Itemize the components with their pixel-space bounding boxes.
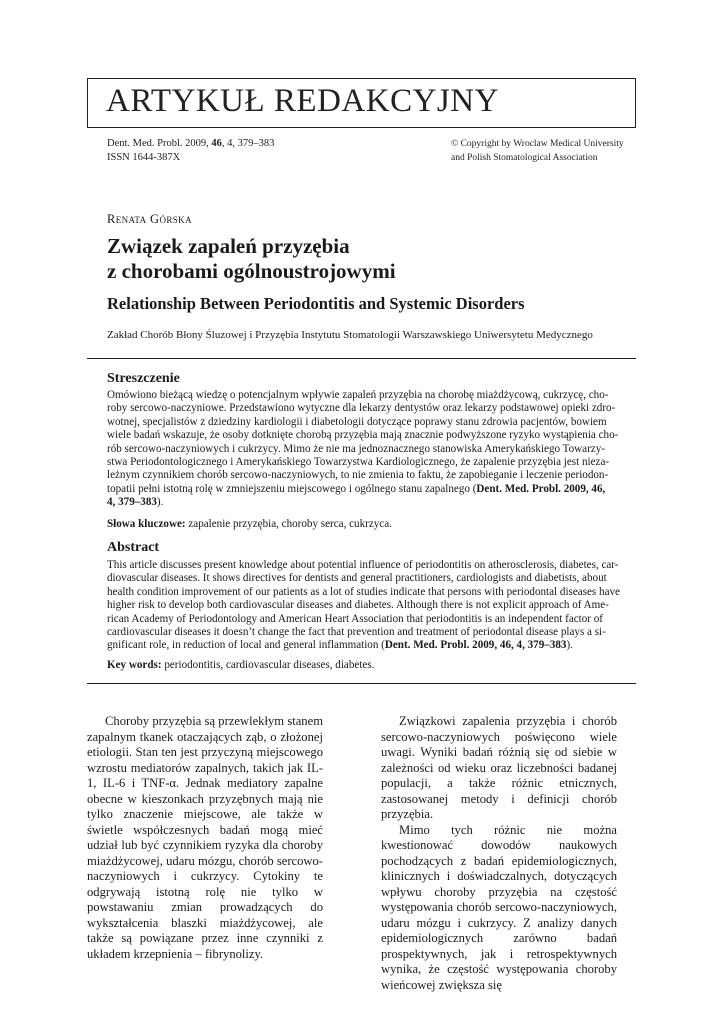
body-column-left xyxy=(87,714,323,962)
author-name: Renata Górska xyxy=(107,212,192,226)
title-polish-line-1: Związek zapaleń przyzębia xyxy=(107,234,350,258)
abstract-line: diovascular diseases. It shows directives for dentists and general practitioners, cardiologists and diabetists, about xyxy=(107,572,607,585)
citation-line xyxy=(107,137,274,151)
affiliation: Zakład Chorób Błony Śluzowej i Przyzębia Instytutu Stomatologii Warszawskiego Uniwersytetu Medycznego xyxy=(107,329,593,341)
abstract-keywords xyxy=(107,659,374,671)
streszczenie-line: wotnej, specjalistów z dziedziny kardiologii i diabetologii dotyczące poprawy stanu zdrowia pacjentów, bowiem xyxy=(107,415,607,428)
streszczenie-citation-b: 4, 379–383 xyxy=(107,496,157,509)
streszczenie-text xyxy=(107,389,637,510)
keywords-label-pl: Słowa kluczowe: xyxy=(107,518,186,530)
keywords-label-en: Key words: xyxy=(107,659,162,671)
copyright-line-1: © Copyright by Wroclaw Medical University xyxy=(451,139,624,149)
body-paragraph: Związkowi zapalenia przyzębia i chorób sercowo-naczyniowych poświęcono wiele uwagi. Wyniki badań różnią się od siebie w zależności od wieku oraz liczebności badanej populacji, a także różnic etnicznych, zastosowanej metody i definicji chorób przyzębia. xyxy=(381,714,617,821)
abstract-line: higher risk to develop both cardiovascular diseases and diabetes. Although there is not explicit approach of Ame- xyxy=(107,599,609,612)
abstract-heading: Abstract xyxy=(107,540,160,555)
title-polish xyxy=(107,234,627,284)
abstract-line-text: gnificant role, in reduction of local and general inflammation ( xyxy=(107,639,385,652)
keywords-en: periodontitis, cardiovascular diseases, diabetes. xyxy=(161,659,375,671)
abstract-citation: Dent. Med. Probl. 2009, 46, 4, 379–383 xyxy=(384,639,567,652)
streszczenie-citation-a: Dent. Med. Probl. 2009, 46, xyxy=(476,482,606,495)
streszczenie-line: leżnym czynnikiem chorób sercowo-naczyniowych, to nie zmienia to faktu, że zapobieganie i leczenie periodon- xyxy=(107,469,609,482)
abstract-line xyxy=(107,639,637,652)
abstract-text xyxy=(107,559,637,653)
issn: ISSN 1644-387X xyxy=(107,152,181,163)
journal-header-box xyxy=(87,78,636,128)
abstract-citation-close: ). xyxy=(566,639,573,652)
streszczenie-line: roby sercowo-naczyniowe. Przedstawiono wytyczne dla lekarzy dentystów oraz lekarzy podstawowej opieki zdro- xyxy=(107,402,616,415)
citation-suffix: , 4, 379–383 xyxy=(221,138,275,149)
streszczenie-heading: Streszczenie xyxy=(107,371,180,386)
body-paragraph: Mimo tych różnic nie można kwestionować dowodów naukowych pochodzących z badań epidemiologicznych, klinicznych i doświadczalnych, dotyczących wpływu choroby przyzębia na częstość występowania chorób sercowo-naczyniowych, udaru mózgu i cukrzycy. Z analizy danych epidemiologicznych zarówno badań prospektywnych, jak i retrospektywnych wynika, że częstość występowania choroby wieńcowej zwiększa się xyxy=(381,822,617,992)
body-paragraph: Choroby przyzębia są przewlekłym stanem zapalnym tkanek otaczających ząb, o złożonej etiologii. Stan ten jest przyczyną miejscowego wzrostu mediatorów zapalnych, takich jak IL-1, IL-6 i TNF-α. Jednak mediatory zapalne obecne w kieszonkach przyzębnych mają nie tylko znaczenie miejscowe, ale także w świetle współczesnych badań mogą mieć udział lub być czynnikiem ryzyka dla choroby miażdżycowej, udaru mózgu, chorób sercowo-naczyniowych i cukrzycy. Cytokiny te odgrywają istotną rolę nie tylko w powstawaniu zmian prowadzących do wykształcenia blaszki miażdżycowej, ale także są powiązane przez inne czynniki z układem krzepnienia – fibrynolizy. xyxy=(87,714,323,961)
streszczenie-keywords xyxy=(107,518,392,530)
title-polish-line-2: z chorobami ogólnoustrojowymi xyxy=(107,259,396,283)
abstract-line: cardiovascular diseases it doesn’t change the fact that prevention and treatment of periodontal disease plays a si- xyxy=(107,626,606,639)
streszczenie-line: wiele badań wskazuje, że osoby dotknięte chorobą przyzębia mają znacznie podwyższone ryzyko wystąpienia cho- xyxy=(107,429,619,442)
streszczenie-line: Omówiono bieżącą wiedzę o potencjalnym wpływie zapaleń przyzębia na chorobę miażdżycową, cukrzycę, cho- xyxy=(107,389,609,401)
title-english: Relationship Between Periodontitis and Systemic Disorders xyxy=(107,294,525,313)
citation-info xyxy=(107,137,274,165)
citation-prefix: Dent. Med. Probl. 2009, xyxy=(107,138,212,149)
citation-volume: 46 xyxy=(211,138,222,149)
streszczenie-line: rób sercowo-naczyniowych i cukrzycy. Mimo że nie ma jednoznacznego stanowiska Amerykańskiego Towarzy- xyxy=(107,442,605,455)
abstract-line: This article discusses present knowledge about potential influence of periodontitis on atherosclerosis, diabetes, car- xyxy=(107,559,619,571)
body-column-right xyxy=(381,714,617,993)
keywords-pl: zapalenie przyzębia, choroby serca, cukrzyca. xyxy=(185,518,392,530)
streszczenie-line xyxy=(107,496,637,509)
copyright-info xyxy=(451,138,624,165)
abstract-line: rican Academy of Periodontology and American Heart Association that periodontitis is an independent factor of xyxy=(107,612,604,625)
streszczenie-citation-close: ). xyxy=(156,496,164,509)
divider-bottom xyxy=(87,683,636,684)
divider-top xyxy=(87,358,636,359)
journal-section-title: ARTYKUŁ REDAKCYJNY xyxy=(106,83,499,119)
streszczenie-line-text: topatii pełni istotną rolę w zmniejszeniu miejscowego i ogólnego stanu zapalnego ( xyxy=(107,482,477,495)
abstract-line: health condition improvement of our patients as a lot of studies indicate that persons with periodontal diseases have xyxy=(107,585,620,598)
streszczenie-line xyxy=(107,483,637,496)
copyright-line-2: and Polish Stomatological Association xyxy=(451,152,598,163)
streszczenie-line: stwa Periodontologicznego i Amerykańskiego Towarzystwa Kardiologicznego, że zapalenie przyzębia jest nieza- xyxy=(107,456,610,469)
